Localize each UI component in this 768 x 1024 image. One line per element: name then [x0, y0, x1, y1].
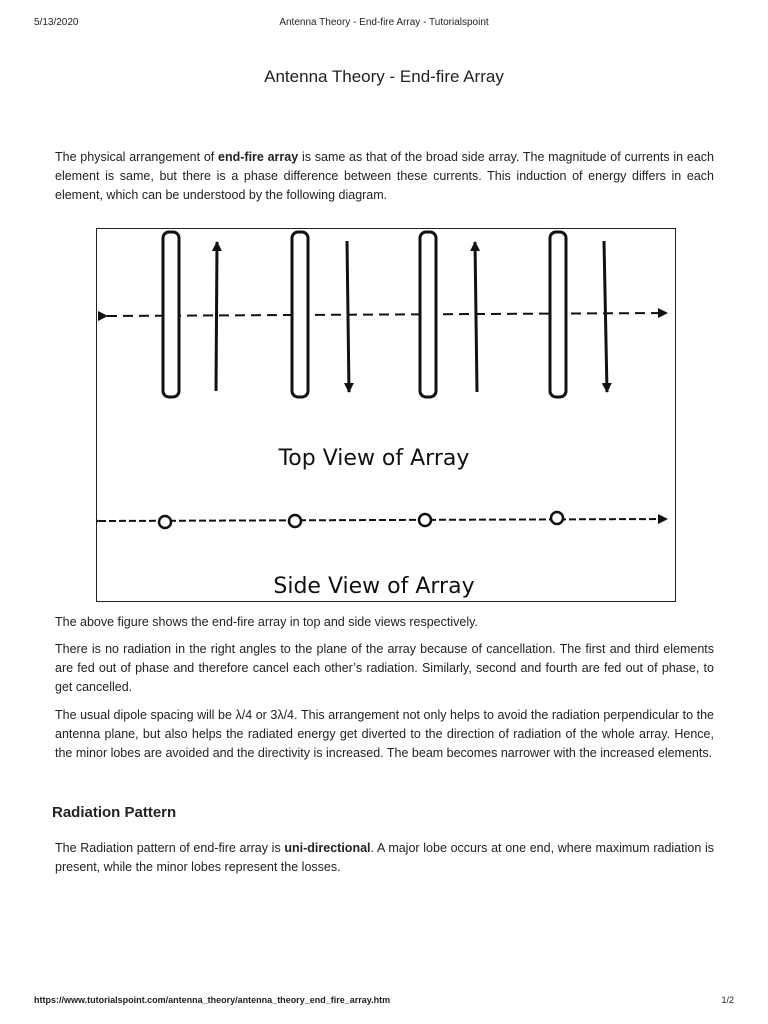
dipole-element-1	[163, 232, 179, 397]
side-view-element-4	[551, 512, 563, 524]
current-arrow-down-4	[604, 241, 607, 392]
side-view-element-2	[289, 515, 301, 527]
side-view-caption: Side View of Array	[273, 574, 475, 599]
print-header-title: Antenna Theory - End-fire Array - Tutorialspoint	[279, 17, 489, 28]
dipole-element-4	[550, 232, 566, 397]
top-view-caption: Top View of Array	[278, 446, 470, 471]
intro-text-before: The physical arrangement of	[55, 150, 219, 164]
print-page-number: 1/2	[721, 995, 734, 1005]
intro-text-after: is same as that of the broad side array. The magnitude of currents in each element is same, but there is a phase difference between these currents. This induction of energy differs in each element, which can be understood by the following diagram.	[55, 150, 714, 202]
dipole-spacing-paragraph: The usual dipole spacing will be λ/4 or 3λ/4. This arrangement not only helps to avoid the radiation perpendicular to the antenna plane, but also helps the radiated energy get diverted to the direction of radiation of the whole array. Hence, the minor lobes are avoided and the directivity is increased. The beam becomes narrower with the increased elements.	[55, 708, 714, 760]
radiation-pattern-heading: Radiation Pattern	[52, 804, 177, 821]
current-arrow-down-2	[347, 241, 349, 392]
radiation-text-after: . A major lobe occurs at one end, where maximum radiation is present, while the minor lobes represent the losses.	[55, 841, 714, 874]
side-view-element-3	[419, 514, 431, 526]
cancellation-paragraph: There is no radiation in the right angles to the plane of the array because of cancellation. The first and third elements are fed out of phase and therefore cancel each other’s radiation. Similarly, second and fourth are fed out of phase, to get cancelled.	[55, 642, 714, 694]
radiation-bold-term: uni-directional	[284, 841, 371, 855]
current-arrow-up-1	[216, 242, 217, 391]
page-title: Antenna Theory - End-fire Array	[264, 67, 504, 86]
print-date: 5/13/2020	[34, 17, 79, 28]
intro-paragraph	[55, 148, 714, 205]
figure-description-paragraph: The above figure shows the end-fire array in top and side views respectively.	[55, 615, 478, 629]
top-view-axis-line	[107, 313, 667, 316]
end-fire-array-diagram	[96, 228, 676, 602]
intro-bold-term: end-fire array	[218, 150, 299, 164]
side-view-axis-line	[99, 519, 667, 521]
radiation-pattern-paragraph	[55, 839, 714, 877]
dipole-element-3	[420, 232, 436, 397]
print-footer-url: https://www.tutorialspoint.com/antenna_theory/antenna_theory_end_fire_array.htm	[34, 995, 391, 1005]
dipole-element-2	[292, 232, 308, 397]
current-arrow-up-3	[475, 242, 477, 392]
radiation-text-before: The Radiation pattern of end-fire array is	[55, 841, 285, 855]
side-view-element-1	[159, 516, 171, 528]
